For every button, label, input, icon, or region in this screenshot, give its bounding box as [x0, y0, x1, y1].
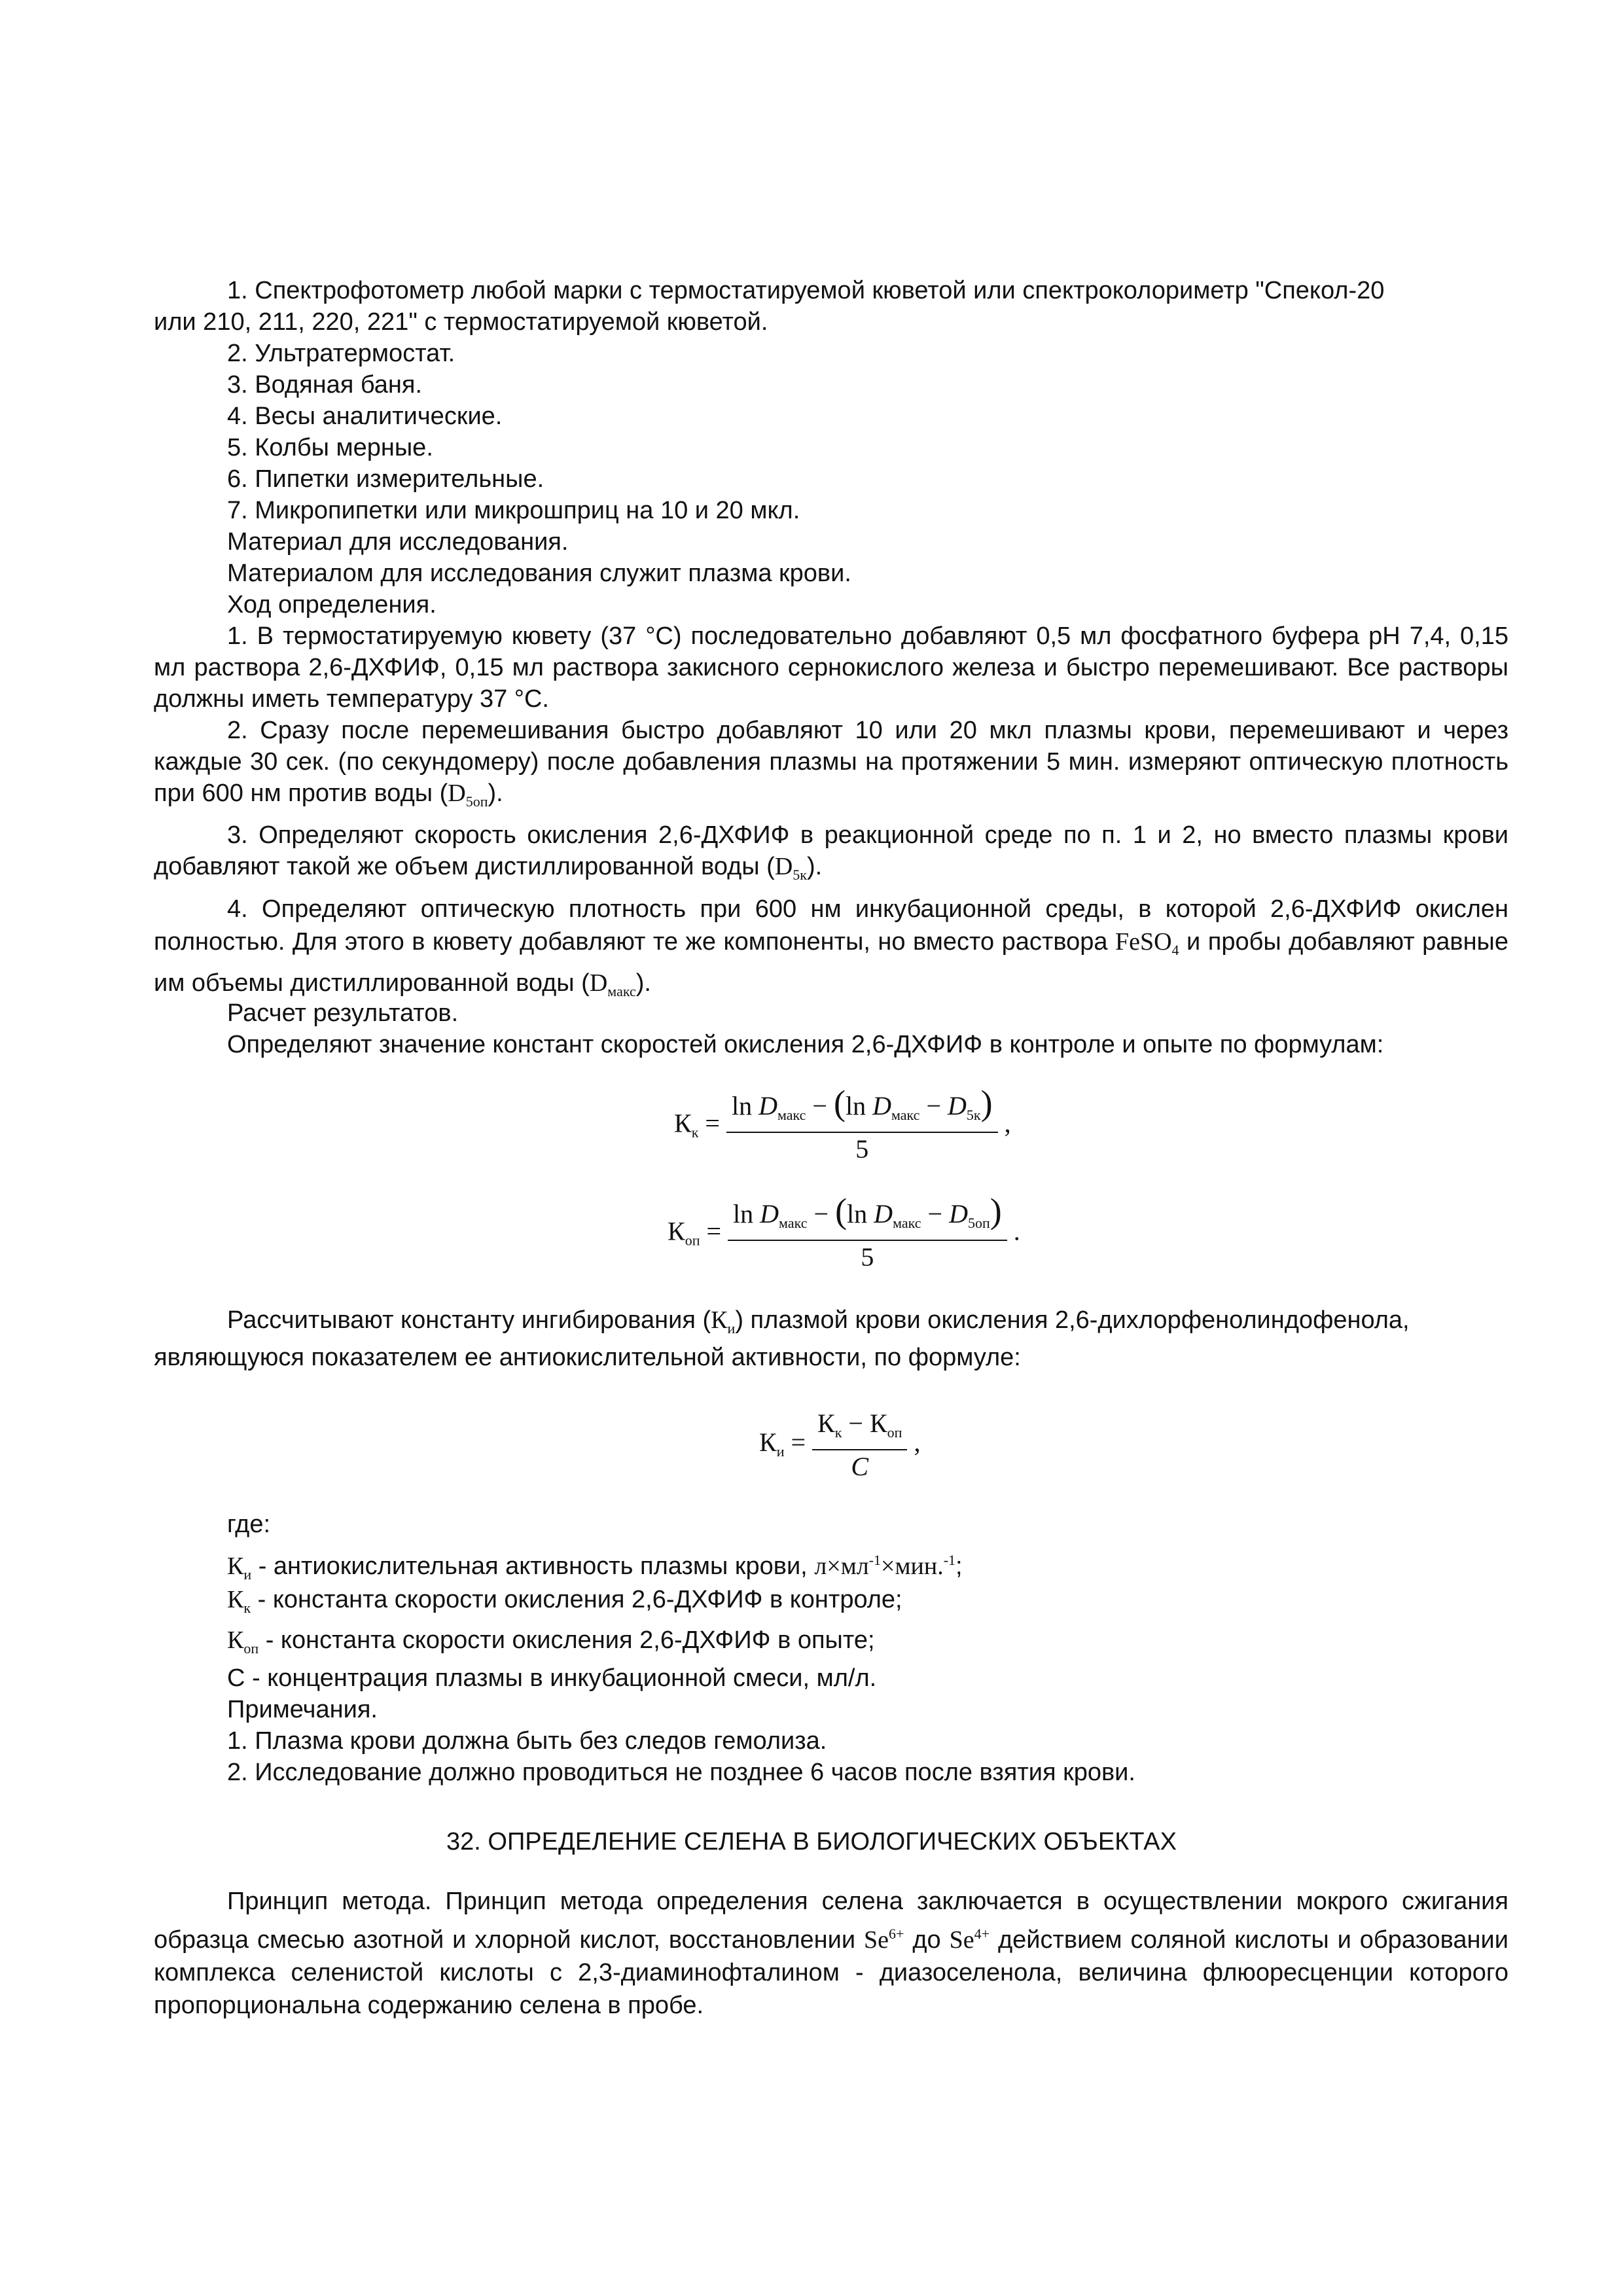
formula-fraction: $\frac{К_к - К_{оп}}{C}$: [812, 1407, 907, 1483]
procedure-step-2: 2. Сразу после перемешивания быстро добавляют 10 или 20 мкл плазмы крови, перемешивают и через каждые 30 сек. (по секундомеру) после добавления плазмы на протяжении 5 мин. измеряют оптическую плотность при 600 нм против воды $(D_{5оп})$.: [154, 717, 1508, 810]
equipment-item: 3. Водяная баня.: [227, 371, 423, 399]
legend-kk: $К_к$ - константа скорости окисления 2,6-ДХФИФ в контроле;: [227, 1586, 902, 1616]
note-item: 2. Исследование должно проводиться не позднее 6 часов после взятия крови.: [227, 1759, 1135, 1786]
formula-k-inhibition: $К_и$ = $\frac{К_к - К_{оп}}{C}$ ,: [759, 1407, 920, 1483]
calc-intro: Определяют значение констант скоростей окисления 2,6-ДХФИФ в контроле и опыте по формулам:: [227, 1031, 1384, 1058]
notes-heading: Примечания.: [227, 1696, 378, 1723]
section-32-title: 32. ОПРЕДЕЛЕНИЕ СЕЛЕНА В БИОЛОГИЧЕСКИХ ОБЪЕКТАХ: [446, 1828, 1177, 1856]
formula-fraction: $\frac{\ln D_{макс} - (\ln D_{макс} - D_{5к})}{5}$: [726, 1086, 998, 1166]
procedure-heading: Ход определения.: [227, 591, 437, 619]
formula-k-control: $К_к$ = $\frac{\ln D_{макс} - (\ln D_{макс} - D_{5к})}{5}$ ,: [674, 1086, 1011, 1166]
inhibition-paragraph: Рассчитывают константу ингибирования $(К_и)$ плазмой крови окисления 2,6-дихлорфенолиндофенола,: [227, 1306, 1410, 1336]
equipment-item: 6. Пипетки измерительные.: [227, 465, 544, 493]
procedure-step-1: 1. В термостатируемую кювету (37 °С) последовательно добавляют 0,5 мл фосфатного буфера рН 7,4, 0,15 мл раствора 2,6-ДХФИФ, 0,15 мл раствора закисного сернокислого железа и быстро перемешивают. Все растворы должны иметь температуру 37 °С.: [154, 622, 1508, 713]
equipment-item: 7. Микропипетки или микрошприц на 10 и 20 мкл.: [227, 497, 800, 524]
inhibition-paragraph-line2: являющуюся показателем ее антиокислительной активности, по формуле:: [154, 1344, 1021, 1371]
equipment-item: 4. Весы аналитические.: [227, 403, 503, 430]
equipment-item-1-line1: 1. Спектрофотометр любой марки с термостатируемой кюветой или спектроколориметр "Спекол-20: [227, 277, 1385, 304]
formula-k-experiment: $К_{оп}$ = $\frac{\ln D_{макс} - (\ln D_{макс} - D_{5оп})}{5}$ .: [668, 1194, 1020, 1274]
equipment-item: 2. Ультратермостат.: [227, 340, 455, 367]
legend-c: С - концентрация плазмы в инкубационной смеси, мл/л.: [227, 1664, 877, 1692]
legend-ki: $К_и$ - антиокислительная активность плазмы крови, $л\times мл^{-1}\times мин.^{-1}$;: [227, 1552, 963, 1583]
legend-kop: $К_{оп}$ - константа скорости окисления 2,6-ДХФИФ в опыте;: [227, 1626, 875, 1657]
procedure-step-3: 3. Определяют скорость окисления 2,6-ДХФИФ в реакционной среде по п. 1 и 2, но вместо плазмы крови добавляют такой же объем дистиллированной воды $(D_{5к})$.: [154, 821, 1508, 883]
equipment-item-1-cont: [154, 306, 1508, 338]
equipment-item-1-line2: или 210, 211, 220, 221" с термостатируемой кюветой.: [154, 308, 768, 336]
note-item: 1. Плазма крови должна быть без следов гемолиза.: [227, 1727, 827, 1755]
legend-where: где:: [227, 1511, 271, 1538]
material-text: Материалом для исследования служит плазма крови.: [227, 560, 851, 587]
formula-fraction: $\frac{\ln D_{макс} - (\ln D_{макс} - D_{5оп})}{5}$: [728, 1194, 1007, 1274]
material-heading: Материал для исследования.: [227, 528, 569, 556]
calc-heading: Расчет результатов.: [227, 999, 459, 1027]
equipment-item-1: [154, 275, 1508, 306]
procedure-step-4: 4. Определяют оптическую плотность при 600 нм инкубационной среды, в которой 2,6-ДХФИФ окислен полностью. Для этого в кювету добавляют те же компоненты, но вместо раствора FeSO$_4$ и пробы добавляют равные им объемы дистиллированной воды $(D_{макс})$.: [154, 895, 1508, 999]
section-32-principle: Принцип метода. Принцип метода определения селена заключается в осуществлении мокрого сжигания образца смесью азотной и хлорной кислот, восстановлении $Se^{6+}$ до $Se^{4+}$ действием соляной кислоты и образовании комплекса селенистой кислоты с 2,3-диаминофталином - диазоселенола, величина флюоресценции которого пропорциональна содержанию селена в пробе.: [154, 1888, 1508, 2019]
equipment-item: 5. Колбы мерные.: [227, 434, 433, 461]
